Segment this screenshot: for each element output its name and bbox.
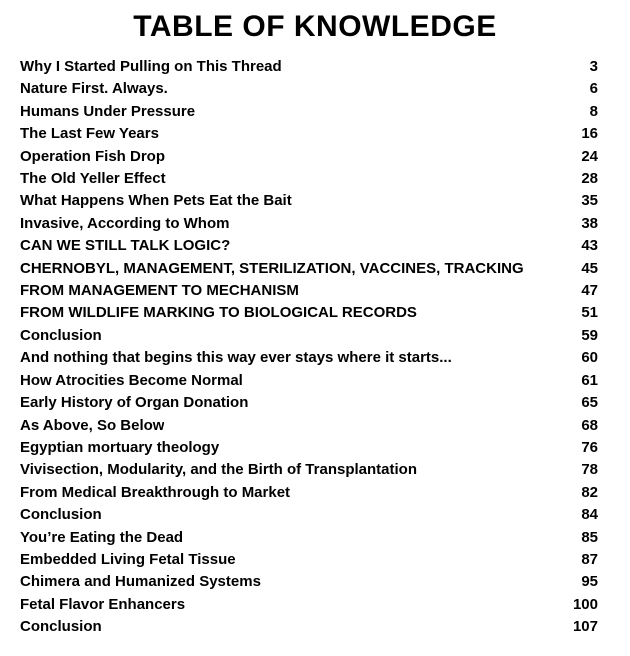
toc-entry-page: 107 xyxy=(572,618,598,636)
toc-entry xyxy=(20,437,598,459)
toc-entry-page: 84 xyxy=(581,506,598,524)
toc-entry-label: Conclusion xyxy=(20,506,102,524)
toc-list xyxy=(0,56,630,639)
toc-entry xyxy=(20,280,598,302)
toc-entry-label: The Last Few Years xyxy=(20,125,159,143)
toc-entry xyxy=(20,101,598,123)
toc-entry-page: 24 xyxy=(581,147,598,165)
toc-entry-label: CAN WE STILL TALK LOGIC? xyxy=(20,237,231,255)
toc-entry xyxy=(20,190,598,212)
toc-entry-label: Chimera and Humanized Systems xyxy=(20,573,261,591)
toc-entry-label: And nothing that begins this way ever stays where it starts... xyxy=(20,349,452,367)
toc-entry-page: 76 xyxy=(581,438,598,456)
toc-entry-page: 16 xyxy=(581,125,598,143)
toc-entry-label: Humans Under Pressure xyxy=(20,102,196,120)
toc-entry xyxy=(20,213,598,235)
toc-entry-page: 59 xyxy=(581,326,598,344)
toc-entry xyxy=(20,571,598,593)
toc-entry-label: What Happens When Pets Eat the Bait xyxy=(20,192,292,210)
toc-entry-label: Invasive, According to Whom xyxy=(20,214,230,232)
toc-entry-page: 85 xyxy=(581,528,598,546)
toc-entry xyxy=(20,549,598,571)
toc-entry-label: Conclusion xyxy=(20,326,102,344)
toc-entry-page: 38 xyxy=(581,214,598,232)
toc-entry xyxy=(20,616,598,638)
toc-entry xyxy=(20,482,598,504)
toc-entry xyxy=(20,235,598,257)
toc-entry-page: 6 xyxy=(589,80,598,98)
toc-entry-label: FROM MANAGEMENT TO MECHANISM xyxy=(20,282,299,300)
toc-entry-page: 43 xyxy=(581,237,598,255)
toc-entry xyxy=(20,123,598,145)
page-title: TABLE OF KNOWLEDGE xyxy=(133,10,497,43)
toc-entry xyxy=(20,415,598,437)
toc-entry-page: 8 xyxy=(589,102,598,120)
toc-entry xyxy=(20,168,598,190)
toc-entry-page: 68 xyxy=(581,416,598,434)
toc-entry-page: 61 xyxy=(581,371,598,389)
toc-entry-label: How Atrocities Become Normal xyxy=(20,371,243,389)
toc-entry-label: Egyptian mortuary theology xyxy=(20,438,220,456)
toc-entry xyxy=(20,56,598,78)
toc-entry xyxy=(20,78,598,100)
toc-entry-label: FROM WILDLIFE MARKING TO BIOLOGICAL RECORDS xyxy=(20,304,417,322)
toc-entry-page: 47 xyxy=(581,282,598,300)
toc-entry xyxy=(20,302,598,324)
toc-entry xyxy=(20,594,598,616)
toc-entry-label: Conclusion xyxy=(20,618,102,636)
toc-entry-page: 28 xyxy=(581,170,598,188)
toc-entry-page: 95 xyxy=(581,573,598,591)
toc-entry-label: As Above, So Below xyxy=(20,416,165,434)
toc-entry-page: 65 xyxy=(581,394,598,412)
toc-entry xyxy=(20,392,598,414)
toc-entry-label: Why I Started Pulling on This Thread xyxy=(20,58,282,75)
toc-entry-label: Operation Fish Drop xyxy=(20,147,166,165)
toc-entry-page: 45 xyxy=(581,259,598,277)
toc-entry-page: 78 xyxy=(581,461,598,479)
toc-entry-page: 60 xyxy=(581,349,598,367)
toc-entry-page: 87 xyxy=(581,550,598,568)
toc-entry-label: The Old Yeller Effect xyxy=(20,170,166,188)
toc-entry-label: Nature First. Always. xyxy=(20,80,168,98)
toc-entry-page: 3 xyxy=(589,58,598,75)
toc-entry xyxy=(20,146,598,168)
toc-entry xyxy=(20,325,598,347)
toc-entry-page: 35 xyxy=(581,192,598,210)
toc-entry xyxy=(20,504,598,526)
toc-entry-page: 82 xyxy=(581,483,598,501)
toc-entry xyxy=(20,347,598,369)
toc-entry-label: You’re Eating the Dead xyxy=(20,528,184,546)
toc-entry xyxy=(20,527,598,549)
toc-entry-label: Fetal Flavor Enhancers xyxy=(20,595,186,613)
toc-entry-page: 51 xyxy=(581,304,598,322)
toc-entry-label: CHERNOBYL, MANAGEMENT, STERILIZATION, VACCINES, TRACKING xyxy=(20,259,524,277)
toc-entry-label: Embedded Living Fetal Tissue xyxy=(20,550,236,568)
toc-entry xyxy=(20,370,598,392)
toc-entry-page: 100 xyxy=(572,595,598,613)
toc-entry xyxy=(20,258,598,280)
toc-entry xyxy=(20,459,598,481)
toc-entry-label: Vivisection, Modularity, and the Birth of Transplantation xyxy=(20,461,417,479)
toc-entry-label: From Medical Breakthrough to Market xyxy=(20,483,291,501)
toc-entry-label: Early History of Organ Donation xyxy=(20,394,249,412)
